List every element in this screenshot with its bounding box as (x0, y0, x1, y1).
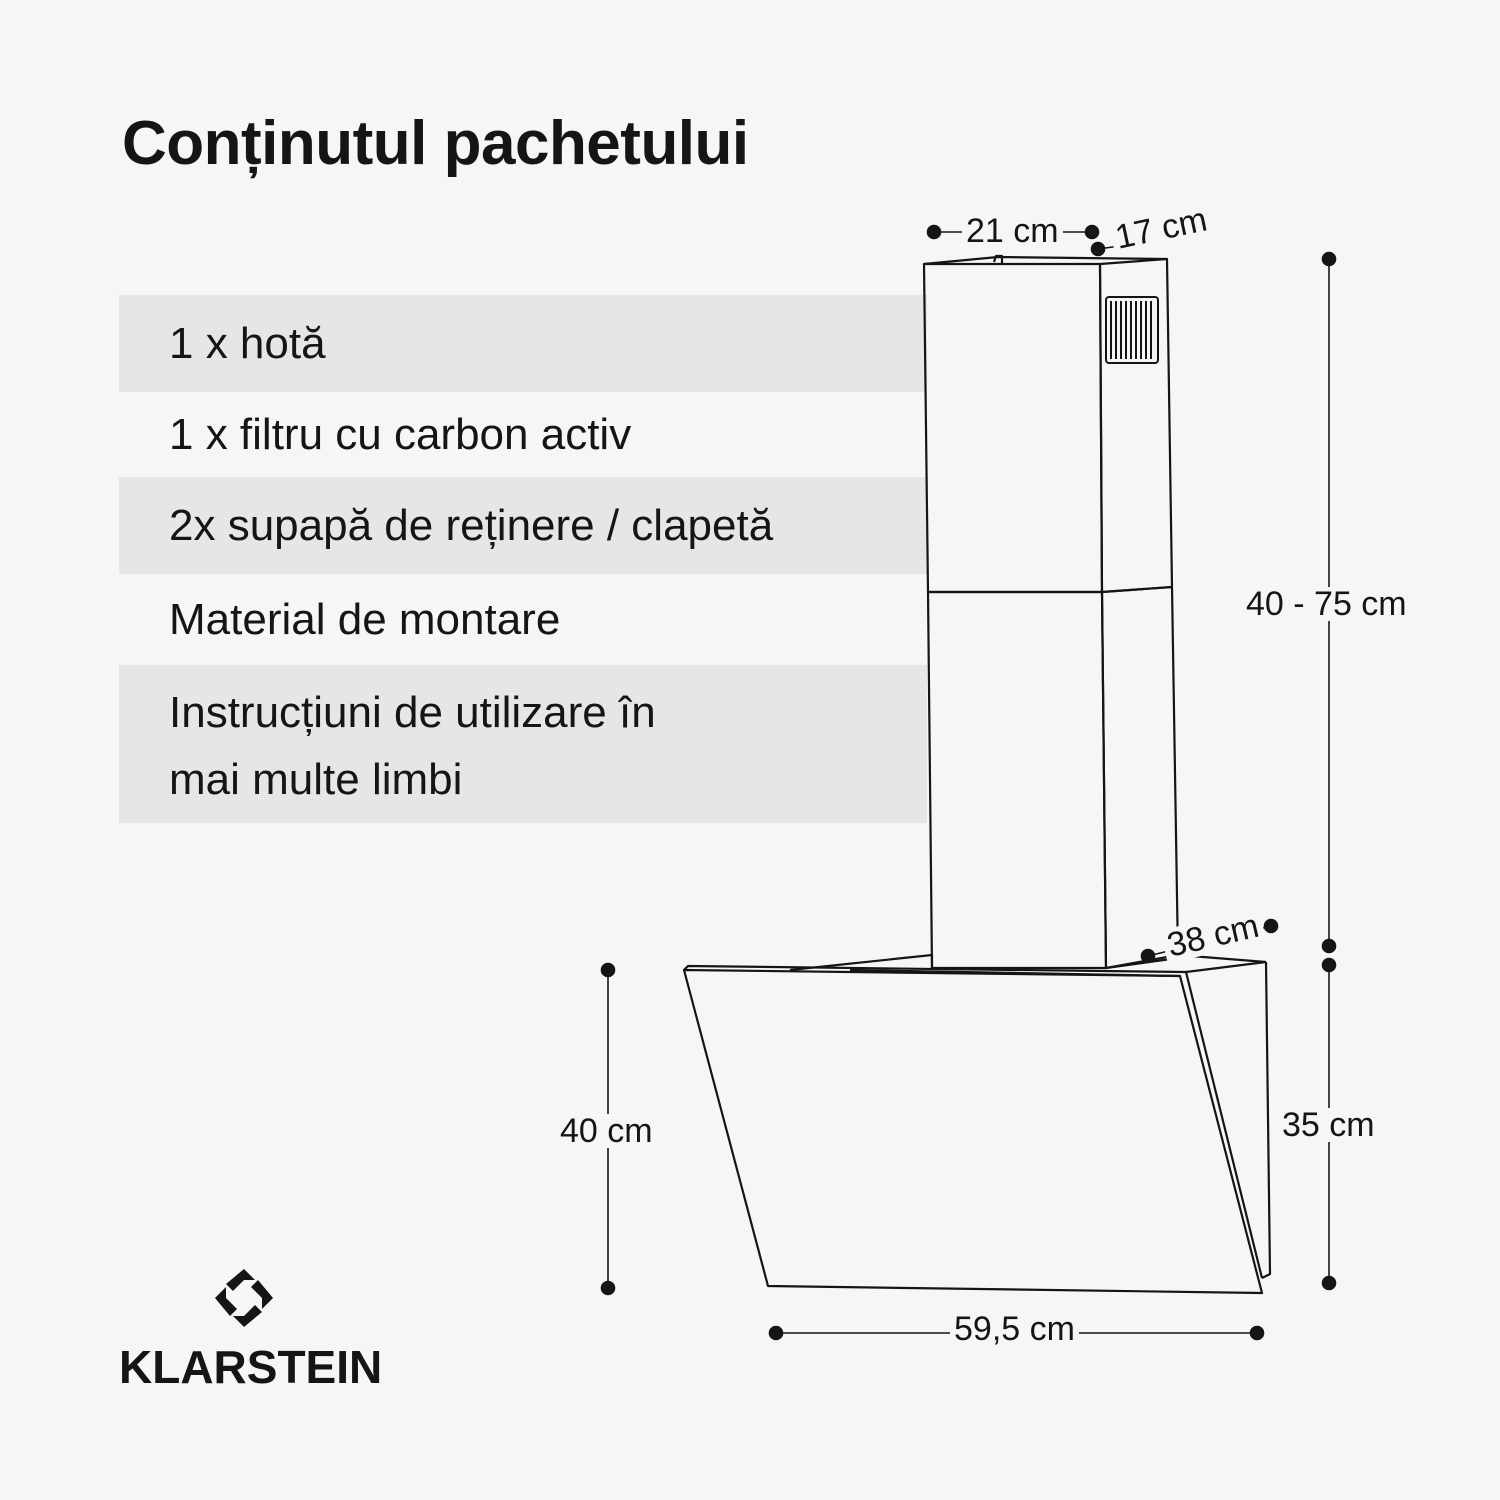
dimension-label-chimney-height: 40 - 75 cm (1242, 587, 1411, 621)
chimney-upper-section (924, 256, 1172, 592)
klarstein-diamond-logo-icon (213, 1267, 275, 1329)
hood-body (684, 955, 1270, 1293)
dimension-label-chimney-depth: 17 cm (1108, 201, 1213, 255)
list-item-label: 2x supapă de reținere / clapetă (169, 500, 774, 550)
page-title: Conținutul pachetului (122, 109, 749, 178)
dimension-label-hood-depth: 38 cm (1160, 908, 1266, 964)
dimension-label-hood-front-height: 40 cm (556, 1114, 657, 1148)
chimney-lower-section (928, 587, 1178, 968)
dimension-label-chimney-width: 21 cm (962, 214, 1063, 248)
vent-grille (1106, 297, 1158, 363)
dimension-label-hood-width: 59,5 cm (950, 1312, 1079, 1346)
list-item-label: Material de montare (169, 594, 561, 644)
list-item-label: Instrucțiuni de utilizare în mai multe limbi (169, 688, 656, 804)
list-item-label: 1 x hotă (169, 318, 326, 368)
list-item-label: 1 x filtru cu carbon activ (169, 409, 632, 459)
dimension-label-hood-back-height: 35 cm (1278, 1108, 1379, 1142)
brand-name: KLARSTEIN (119, 1341, 383, 1393)
